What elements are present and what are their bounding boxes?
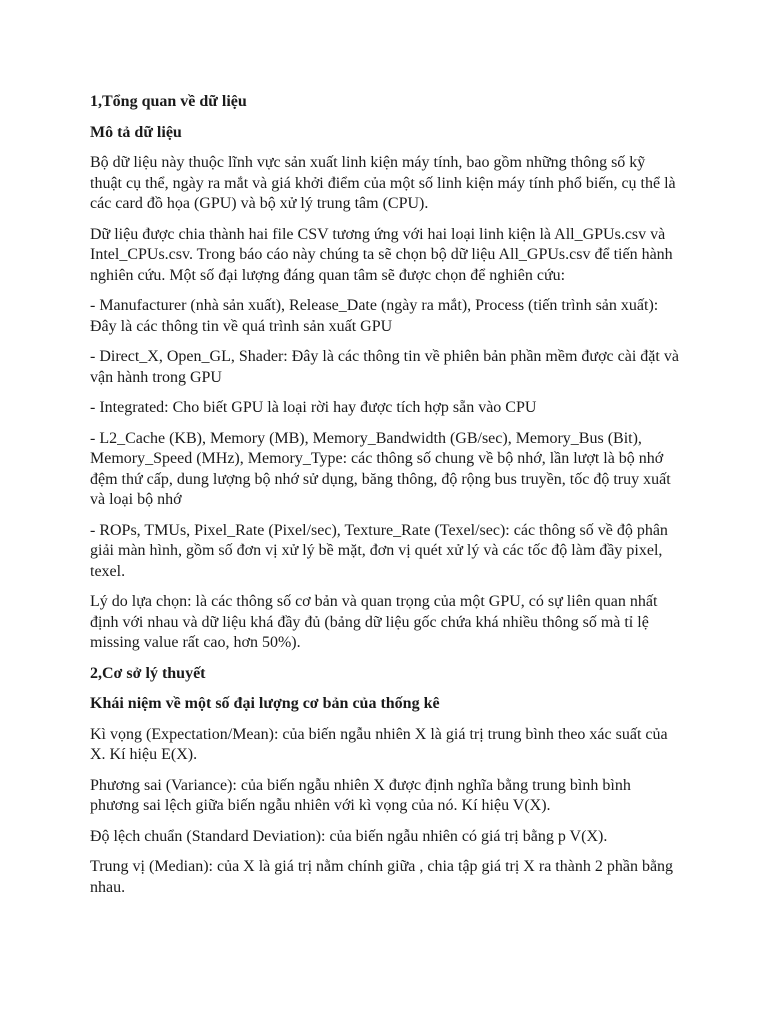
list-item-rops: - ROPs, TMUs, Pixel_Rate (Pixel/sec), Texture_Rate (Texel/sec): các thông số về độ phân giải màn hình, gồm số đơn vị xử lý bề mặt, đơn vị quét xử lý và các tốc độ làm đầy pixel, texel. xyxy=(90,521,668,580)
document-page xyxy=(90,92,680,908)
list-item-directx: - Direct_X, Open_GL, Shader: Đây là các thông tin về phiên bản phần mềm được cài đặt và vận hành trong GPU xyxy=(90,348,679,386)
paragraph-expectation: Kì vọng (Expectation/Mean): của biến ngẫu nhiên X là giá trị trung bình theo xác suất của X. Kí hiệu E(X). xyxy=(90,725,668,763)
paragraph-median: Trung vị (Median): của X là giá trị nằm chính giữa , chia tập giá trị X ra thành 2 phần bằng nhau. xyxy=(90,858,674,896)
subheading-statistics-concepts: Khái niệm về một số đại lượng cơ bản của thống kê xyxy=(90,695,440,712)
subheading-data-description: Mô tả dữ liệu xyxy=(90,123,182,141)
list-item-memory: - L2_Cache (KB), Memory (MB), Memory_Bandwidth (GB/sec), Memory_Bus (Bit), Memory_Speed (MHz), Memory_Type: các thông số chung về bộ nhớ, lần lượt là bộ nhớ đệm thứ cấp, dung lượng bộ nhớ sử dụng, băng thông, độ rộng bus truyền, tốc độ truy xuất và loại bộ nhớ xyxy=(90,429,671,508)
paragraph-csv-files: Dữ liệu được chia thành hai file CSV tương ứng với hai loại linh kiện là All_GPUs.csv và Intel_CPUs.csv. Trong báo cáo này chúng ta sẽ chọn bộ dữ liệu All_GPUs.csv để tiến hành nghiên cứu. Một số đại lượng đáng quan tâm sẽ được chọn để nghiên cứu: xyxy=(90,225,673,284)
list-item-integrated: - Integrated: Cho biết GPU là loại rời hay được tích hợp sẵn vào CPU xyxy=(90,399,537,416)
section-heading-theory: 2,Cơ sở lý thuyết xyxy=(90,664,206,682)
paragraph-variance: Phương sai (Variance): của biến ngẫu nhiên X được định nghĩa bằng trung bình bình phương sai lệch giữa biến ngẫu nhiên với kì vọng của nó. Kí hiệu V(X). xyxy=(90,776,631,814)
paragraph-standard-deviation: Độ lệch chuẩn (Standard Deviation): của biến ngẫu nhiên có giá trị bằng p V(X). xyxy=(90,827,608,845)
paragraph-dataset-intro: Bộ dữ liệu này thuộc lĩnh vực sản xuất linh kiện máy tính, bao gồm những thông số kỹ thuật cụ thể, ngày ra mắt và giá khởi điểm của một số linh kiện máy tính phổ biến, cụ thể là các card đồ họa (GPU) và bộ xử lý trung tâm (CPU). xyxy=(90,154,676,212)
section-heading-overview: 1,Tổng quan về dữ liệu xyxy=(90,93,247,110)
paragraph-selection-reason: Lý do lựa chọn: là các thông số cơ bản và quan trọng của một GPU, có sự liên quan nhất định với nhau và dữ liệu khá đầy đủ (bảng dữ liệu gốc chứa khá nhiều thông số mà tỉ lệ missing value rất cao, hơn 50%). xyxy=(90,593,658,651)
list-item-manufacturer: - Manufacturer (nhà sản xuất), Release_Date (ngày ra mắt), Process (tiến trình sản xuất): Đây là các thông tin về quá trình sản xuất GPU xyxy=(90,297,659,335)
